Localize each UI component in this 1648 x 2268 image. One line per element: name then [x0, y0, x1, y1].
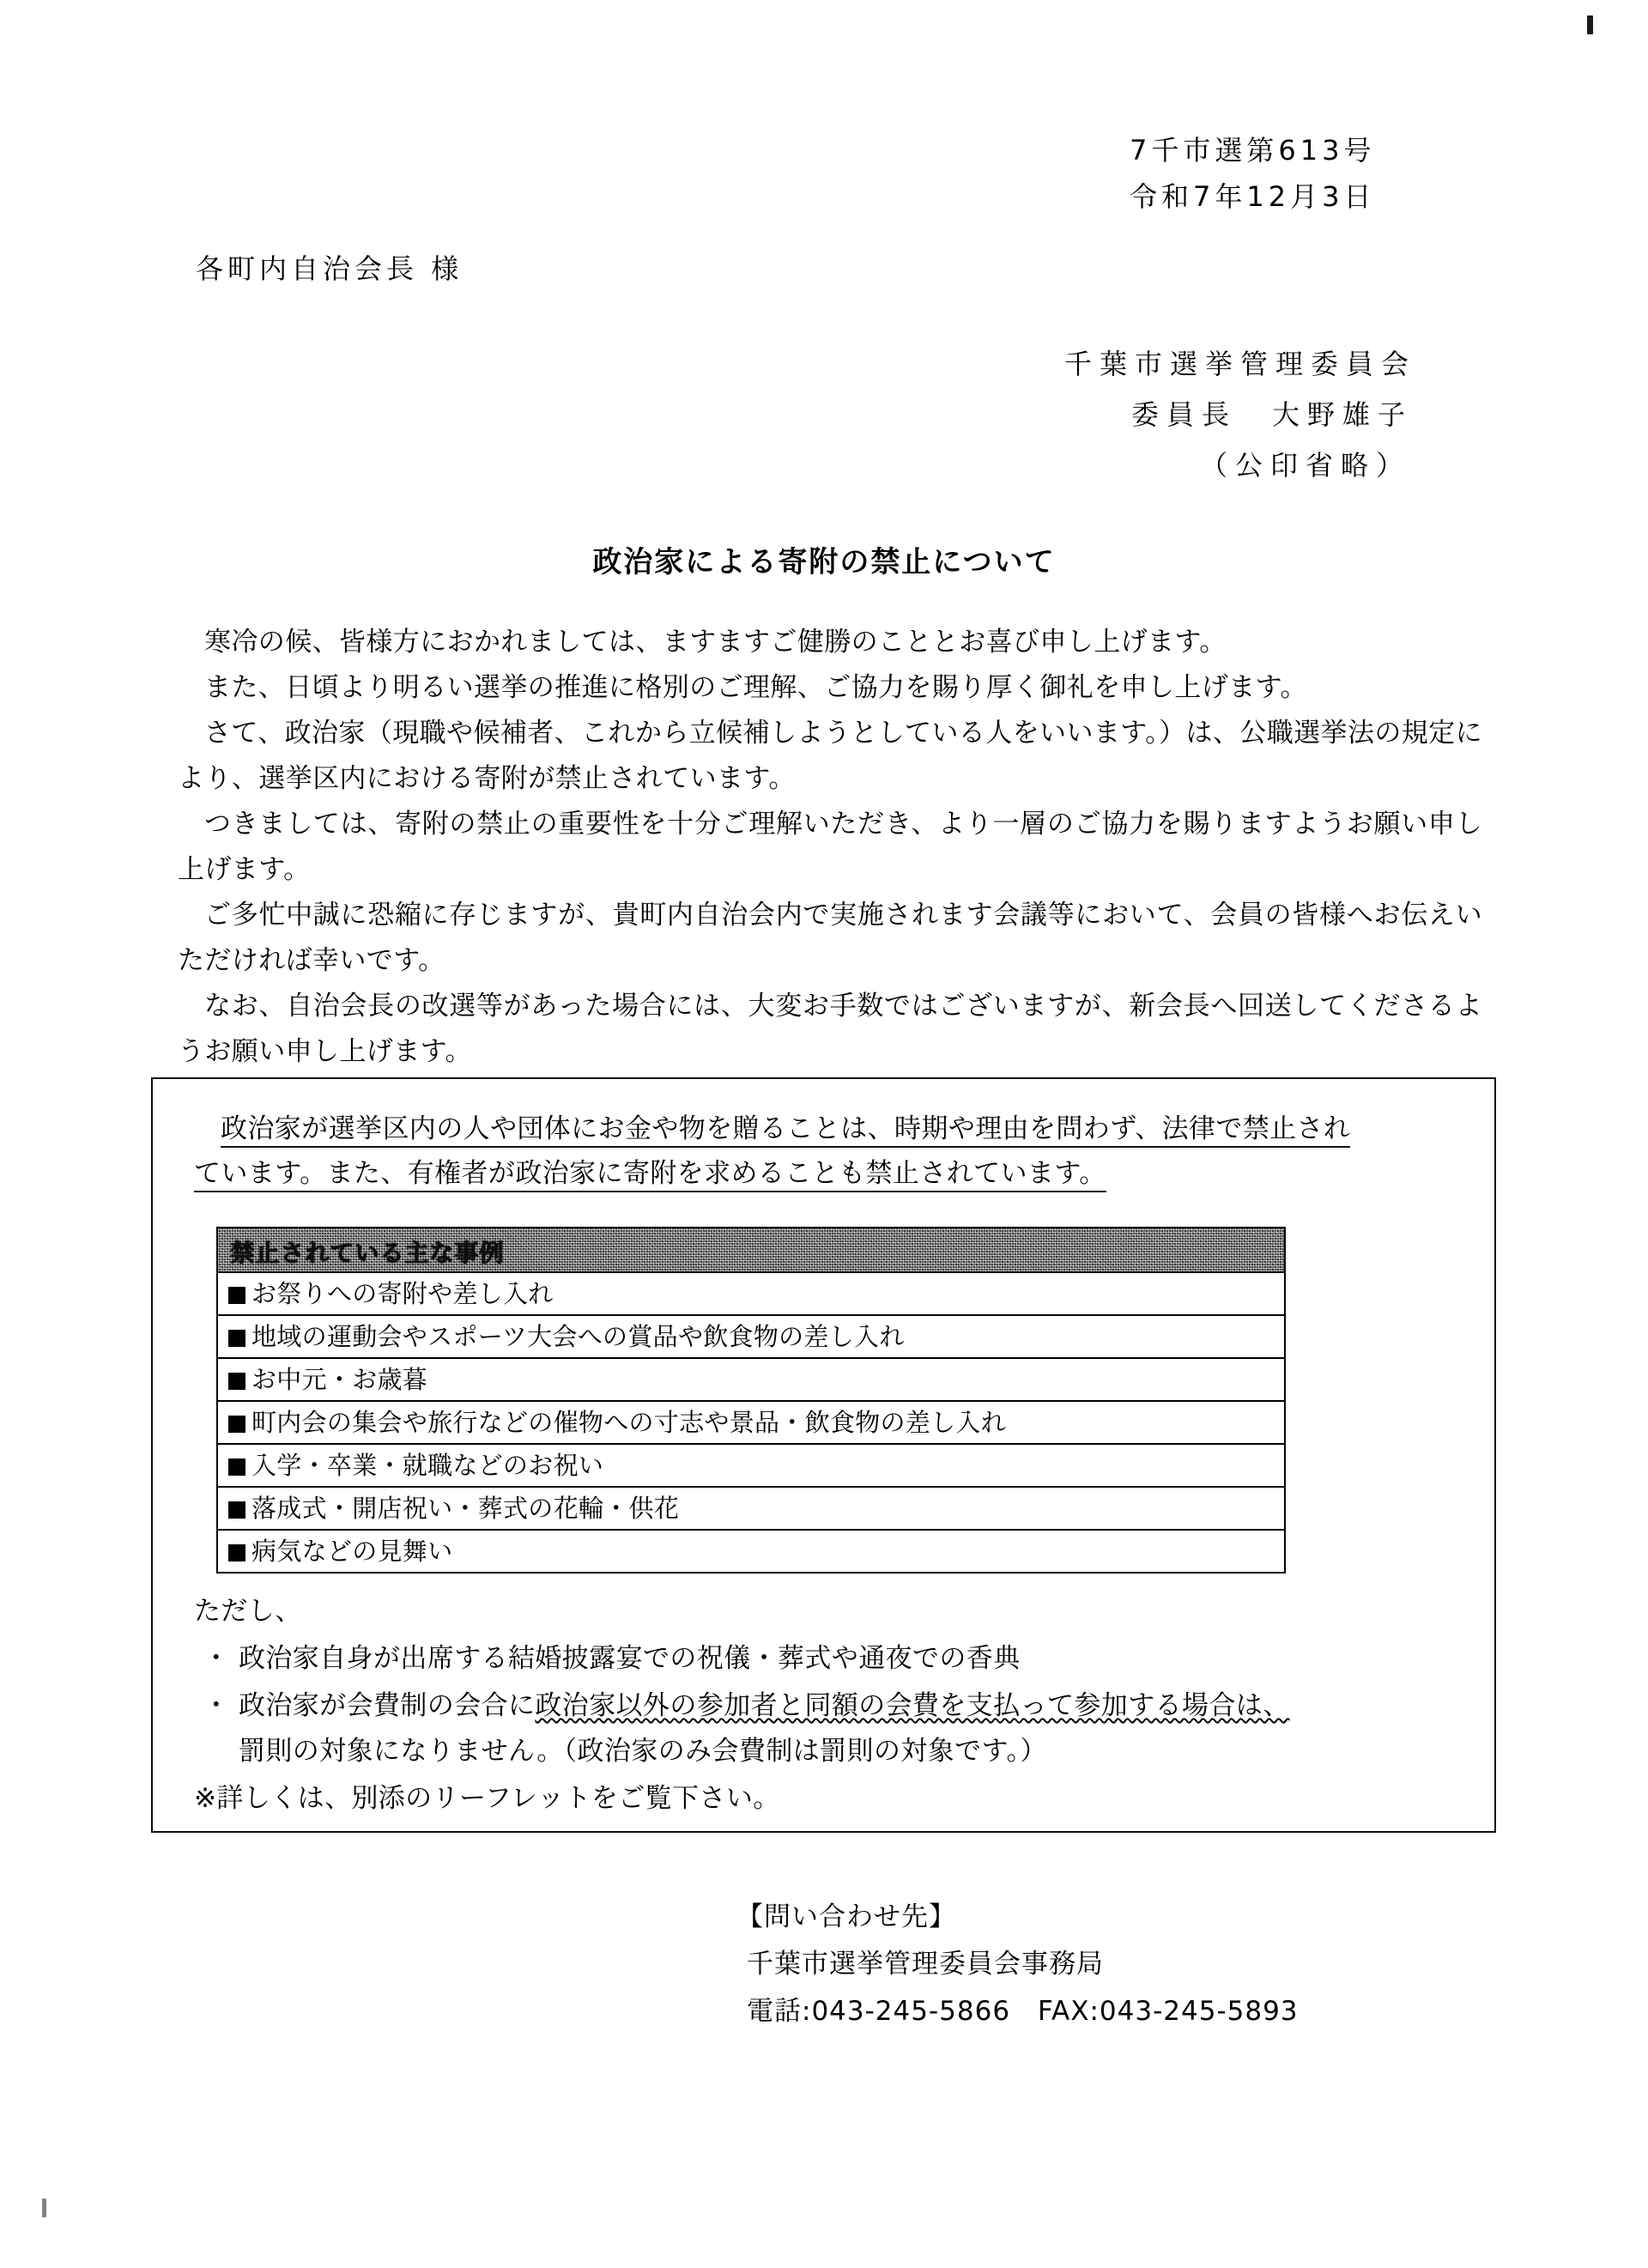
document-date: 令和7年12月3日 — [1130, 180, 1376, 213]
table-cell-example: 落成式・開店祝い・葬式の花輪・供花 — [251, 1494, 680, 1523]
body-paragraph: つきましては、寄附の禁止の重要性を十分ご理解いただき、より一層のご協力を賜りますようお願い申し上げます。 — [178, 809, 1482, 885]
table-row — [218, 1531, 1284, 1572]
contact-phone-fax: 電話:043-245-5866 FAX:043-245-5893 — [747, 1996, 1299, 2027]
exception-item — [194, 1683, 1464, 1774]
page-title: 政治家による寄附の禁止について — [592, 545, 1056, 579]
prohibited-examples-header-band — [218, 1228, 1284, 1273]
body-paragraph: また、日頃より明るい選挙の推進に格別のご理解、ご協力を賜り厚く御礼を申し上げます。 — [204, 672, 1307, 703]
table-row — [218, 1488, 1284, 1531]
table-cell-example: 入学・卒業・就職などのお祝い — [251, 1451, 604, 1480]
notice-lead-line-1-underlined: 政治家が選挙区内の人や団体にお金や物を贈ることは、時期や理由を問わず、法律で禁止され — [221, 1113, 1350, 1148]
square-bullet-icon — [228, 1544, 245, 1562]
table-cell-example: 地域の運動会やスポーツ大会への賞品や飲食物の差し入れ — [251, 1322, 905, 1351]
letter-body — [178, 620, 1482, 1075]
prohibited-examples-header-label: 禁止されている主な事例 — [230, 1239, 505, 1267]
exceptions-section — [194, 1589, 1464, 1848]
notice-lead-line-2 — [194, 1151, 1456, 1196]
exception-item — [194, 1636, 1464, 1682]
exceptions-footnote: ※詳しくは、別添のリーフレットをご覧下さい。 — [194, 1783, 780, 1814]
exception-item-text — [239, 1683, 1464, 1774]
exception-text-part-c: 罰則の対象になりません。（政治家のみ会費制は罰則の対象です。） — [239, 1736, 1047, 1767]
addressee: 各町内自治会長 様 — [196, 252, 464, 285]
table-row — [218, 1316, 1284, 1359]
table-cell-example: お中元・お歳暮 — [251, 1365, 428, 1394]
square-bullet-icon — [228, 1501, 245, 1519]
table-row — [218, 1359, 1284, 1402]
body-paragraph: さて、政治家（現職や候補者、これから立候補しようとしている人をいいます。）は、公職選挙法の規定により、選挙区内における寄附が禁止されています。 — [178, 718, 1482, 794]
scan-artifact-mark-icon — [1587, 15, 1593, 34]
body-paragraph: 寒冷の候、皆様方におかれましては、ますますご健勝のこととお喜び申し上げます。 — [204, 627, 1227, 658]
table-row — [218, 1445, 1284, 1488]
body-paragraph: なお、自治会長の改選等があった場合には、大変お手数ではございますが、新会長へ回送してくださるようお願い申し上げます。 — [178, 991, 1482, 1067]
table-row — [218, 1273, 1284, 1316]
middle-dot-bullet-icon: ・ — [203, 1690, 230, 1721]
exception-item-text: 政治家自身が出席する結婚披露宴での祝儀・葬式や通夜での香典 — [239, 1643, 1021, 1674]
square-bullet-icon — [228, 1458, 245, 1476]
body-paragraph: ご多忙中誠に恐縮に存じますが、貴町内自治会内で実施されます会議等において、会員の皆様へお伝えいただければ幸いです。 — [178, 900, 1482, 976]
notice-lead-line-2-underlined: ています。また、有権者が政治家に寄附を求めることも禁止されています。 — [194, 1158, 1106, 1192]
contact-heading: 【問い合わせ先】 — [736, 1901, 956, 1932]
square-bullet-icon — [228, 1330, 245, 1347]
table-cell-example: 病気などの見舞い — [251, 1537, 453, 1566]
notice-box — [151, 1077, 1496, 1833]
issuer-organization: 千葉市選挙管理委員会 — [1064, 348, 1417, 380]
official-seal-omitted-note: （公印省略） — [1200, 449, 1412, 482]
document-number: 7千市選第613号 — [1130, 134, 1376, 167]
notice-lead-line-1 — [194, 1107, 1456, 1151]
exception-text-part-a: 政治家が会費制の会合に — [239, 1690, 536, 1721]
exceptions-lead: ただし、 — [194, 1596, 302, 1627]
scan-artifact-mark-icon — [42, 2198, 46, 2217]
notice-lead-text — [194, 1107, 1456, 1196]
prohibited-examples-table — [216, 1227, 1286, 1574]
table-row — [218, 1402, 1284, 1445]
table-cell-example: 町内会の集会や旅行などの催物への寸志や景品・飲食物の差し入れ — [251, 1408, 1007, 1437]
middle-dot-bullet-icon: ・ — [203, 1643, 230, 1674]
table-cell-example: お祭りへの寄附や差し入れ — [251, 1279, 554, 1308]
square-bullet-icon — [228, 1287, 245, 1304]
exception-text-part-b-wavy-underline: 政治家以外の参加者と同額の会費を支払って参加する場合は、 — [535, 1690, 1290, 1721]
issuer-chairperson: 委員長 大野雄子 — [1131, 398, 1414, 431]
square-bullet-icon — [228, 1416, 245, 1433]
contact-block — [736, 1894, 1299, 2035]
contact-office: 千葉市選挙管理委員会事務局 — [747, 1949, 1104, 1980]
square-bullet-icon — [228, 1373, 245, 1390]
